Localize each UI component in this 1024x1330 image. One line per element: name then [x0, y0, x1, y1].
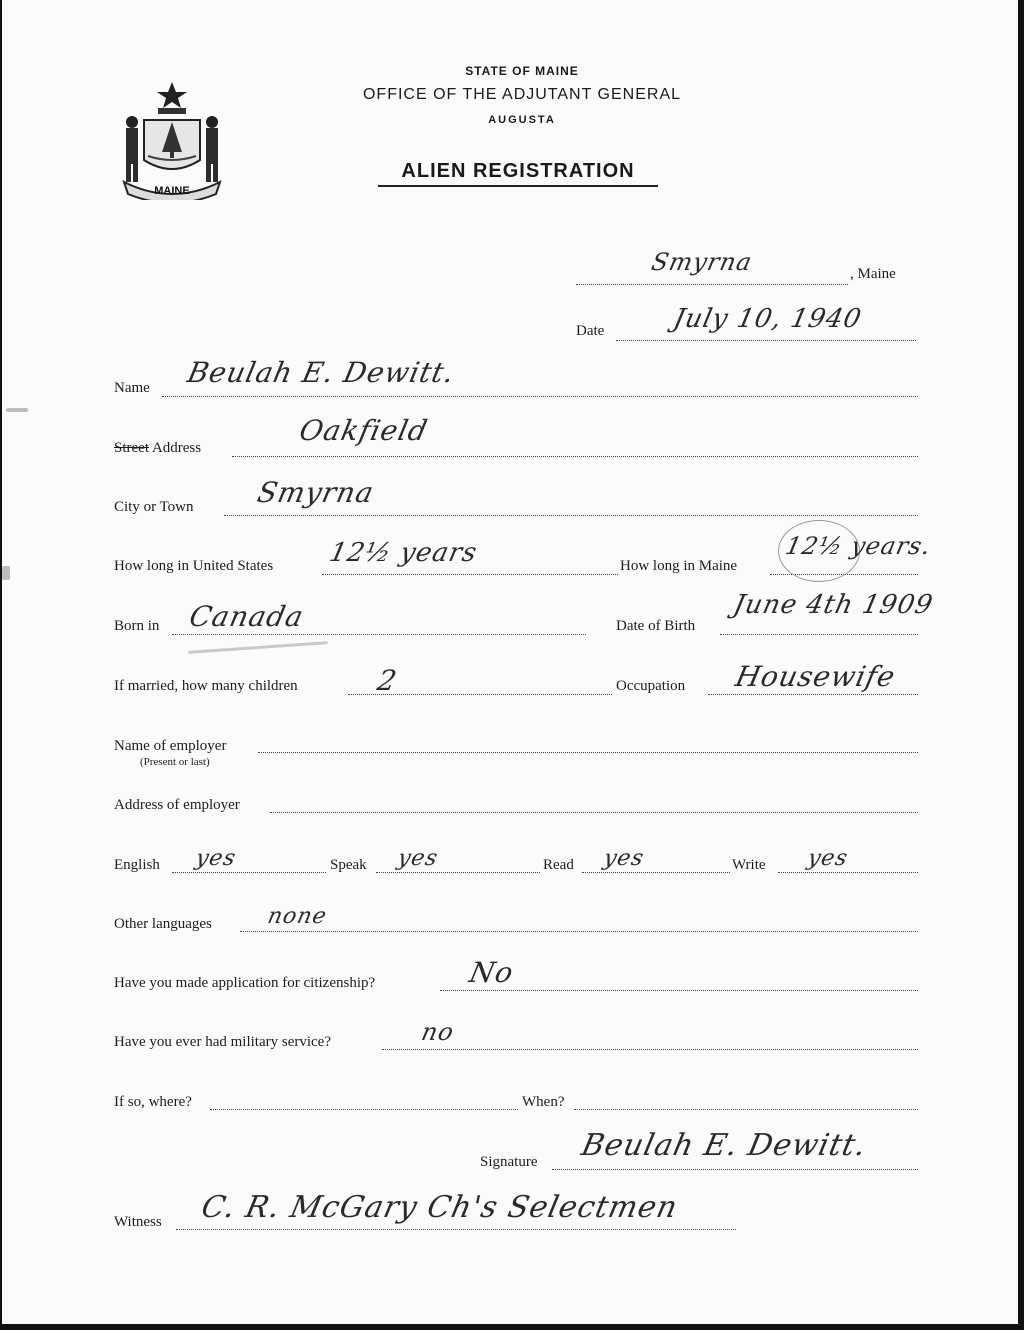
employer-name-label: Name of employer: [114, 738, 227, 754]
write-line: [778, 872, 918, 873]
speak-label: Speak: [330, 857, 367, 873]
seal-text: MAINE: [154, 185, 190, 197]
form-title: ALIEN REGISTRATION: [378, 160, 658, 187]
when-line: [574, 1109, 918, 1110]
military-label: Have you ever had military service?: [114, 1034, 331, 1050]
place-value: Smyrna: [649, 248, 755, 276]
employer-address-line: [270, 812, 918, 813]
write-label: Write: [732, 857, 766, 873]
born-in-value: Canada: [186, 600, 307, 633]
signature-label: Signature: [480, 1154, 538, 1170]
date-value: July 10, 1940: [670, 304, 865, 334]
military-line: [382, 1049, 918, 1050]
header-office: OFFICE OF THE ADJUTANT GENERAL: [362, 86, 682, 103]
form-sheet: [2, 0, 1018, 1324]
employer-name-line: [258, 752, 918, 753]
maine-state-seal-icon: [118, 78, 226, 200]
children-label: If married, how many children: [114, 678, 298, 694]
date-of-birth-line: [720, 634, 918, 635]
city-town-value: Smyrna: [254, 476, 378, 509]
citizenship-value: No: [466, 956, 517, 989]
pencil-smudge: [188, 641, 328, 654]
occupation-line: [708, 694, 918, 695]
address-label: Address: [151, 440, 202, 456]
how-long-us-label: How long in United States: [114, 558, 274, 574]
street-address-line: [232, 456, 918, 457]
name-label: Name: [114, 380, 150, 396]
witness-label: Witness: [114, 1214, 162, 1230]
how-long-us-value: 12½ years: [326, 538, 481, 568]
header-state: STATE OF MAINE: [465, 64, 579, 78]
scan-border-right: [1018, 0, 1024, 1330]
military-value: no: [419, 1018, 457, 1046]
if-so-where-line: [210, 1109, 518, 1110]
citizenship-label: Have you made application for citizenship?: [114, 975, 376, 991]
english-line: [172, 872, 326, 873]
write-value: yes: [805, 846, 851, 871]
date-line: [616, 340, 916, 341]
born-in-line: [172, 634, 586, 635]
name-value: Beulah E. Dewitt.: [184, 356, 458, 389]
employer-name-sublabel: (Present or last): [140, 756, 210, 768]
read-line: [582, 872, 730, 873]
city-town-label: City or Town: [114, 499, 194, 515]
occupation-label: Occupation: [616, 678, 686, 694]
place-line: [576, 284, 848, 285]
how-long-us-line: [322, 574, 618, 575]
date-of-birth-label: Date of Birth: [616, 618, 696, 634]
signature-line: [552, 1169, 918, 1170]
speak-line: [376, 872, 540, 873]
born-in-label: Born in: [114, 618, 160, 634]
read-label: Read: [543, 857, 574, 873]
header-city: AUGUSTA: [488, 114, 556, 126]
occupation-value: Housewife: [732, 660, 899, 693]
name-line: [162, 396, 918, 397]
edge-mark: [6, 408, 28, 412]
street-struck-label: Street: [114, 440, 149, 456]
employer-address-label: Address of employer: [114, 797, 240, 813]
other-languages-label: Other languages: [114, 916, 212, 932]
how-long-maine-value: 12½ years.: [783, 532, 934, 560]
english-value: yes: [193, 846, 239, 871]
witness-line: [176, 1229, 736, 1230]
date-label: Date: [576, 323, 605, 339]
other-languages-line: [240, 931, 918, 932]
children-value: 2: [374, 664, 401, 697]
date-of-birth-value: June 4th 1909: [730, 590, 936, 620]
signature-value: Beulah E. Dewitt.: [578, 1128, 870, 1163]
witness-value: C. R. McGary Ch's Selectmen: [198, 1190, 682, 1225]
edge-mark: [2, 566, 10, 580]
street-address-label: [114, 440, 201, 457]
scan-border-bottom: [0, 1324, 1024, 1330]
speak-value: yes: [395, 846, 441, 871]
when-label: When?: [522, 1094, 565, 1110]
english-label: English: [114, 857, 160, 873]
street-address-value: Oakfield: [296, 414, 431, 447]
other-languages-value: none: [265, 904, 330, 929]
place-suffix: , Maine: [850, 266, 896, 282]
if-so-where-label: If so, where?: [114, 1094, 192, 1110]
city-town-line: [224, 515, 918, 516]
how-long-maine-label: How long in Maine: [620, 558, 738, 574]
read-value: yes: [601, 846, 647, 871]
citizenship-line: [440, 990, 918, 991]
